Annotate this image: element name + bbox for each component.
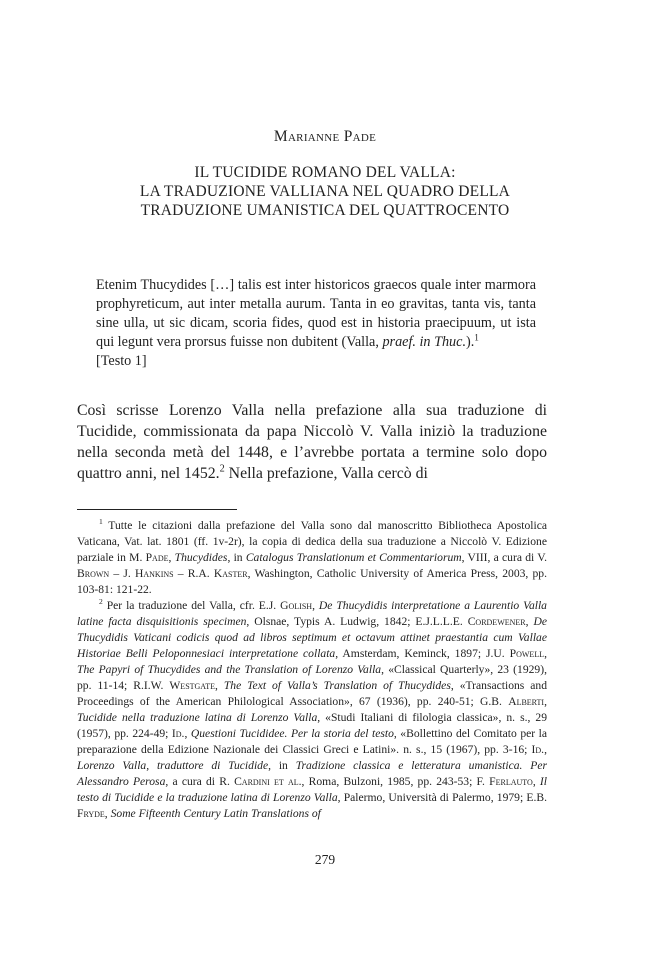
footnotes [77,518,547,822]
title-line: IL TUCIDIDE ROMANO DEL VALLA: [194,164,456,181]
paragraph: Così scrisse Lorenzo Valla nella prefazione alla sua traduzione di Tucidide, commissionata da papa Niccolò V. Valla iniziò la traduzione nella seconda metà del 1448, e l’avrebbe portata a termine solo dopo quattro anni, nel 1452.$^2$ Nella prefazione, Valla cercò di [77,402,547,482]
footnote-2: $^2$ Per la traduzione del Valla, cfr. E.J. Golish, De Thucydidis interpretatione a Laurentio Valla latine facta disquisitionis specimen, Olsnae, Typis A. Ludwig, 1842; E.J.L.L.E. Cordewener, De Thucydidis Vaticani codicis quod ad libros septimum et octavum attinet praestantia cum Vallae Historiae Belli Peloponnesiaci interpretatione collata, Amsterdam, Keminck, 1897; J.U. Powell, The Papyri of Thucydides and the Translation of Lorenzo Valla, «Classical Quarterly», 23 (1929), pp. 11-14; R.I.W. Westgate, The Text of Valla’s Translation of Thucydides, «Transactions and Proceedings of the American Philological Association», 67 (1936), pp. 240-51; G.B. Alberti, Tucidide nella traduzione latina di Lorenzo Valla, «Studi Italiani di filologia classica», n. s., 29 (1957), pp. 224-49; Id., Questioni Tucididee. Per la storia del testo, «Bollettino del Comitato per la preparazione della Edizione Nazionale dei Classici Greci e Latini». n. s., 15 (1967), pp. 3-16; Id., Lorenzo Valla, traduttore di Tucidide, in Tradizione classica e letteratura umanistica. Per Alessandro Perosa, a cura di R. Cardini et al., Roma, Bulzoni, 1985, pp. 243-53; F. Ferlauto, Il testo di Tucidide e la traduzione latina di Lorenzo Valla, Palermo, Università di Palermo, 1979; E.B. Fryde, Some Fifteenth Century Latin Translations of [77,597,548,820]
title-line: TRADUZIONE UMANISTICA DEL QUATTROCENTO [140,202,510,219]
footnote-ref[interactable]: 1 [474,332,479,343]
epigraph-source: praef. in Thuc. [382,334,466,350]
footnote-separator [77,509,237,510]
page-number: 279 [314,852,336,867]
body-text [77,400,547,484]
title-line: LA TRADUZIONE VALLIANA NEL QUADRO DELLA [139,183,511,200]
author-name: Marianne Pade [273,128,377,145]
epigraph [96,276,536,371]
epigraph-quote: Etenim Thucydides […] talis est inter historicos graecos quale inter marmora prophyreticum, aut inter metalla aurum. Tanta in eo gravitas, tanta vis, tanta sine ulla, ut sic dicam, scoria fides, quod est in historia praecipuum, ut ista qui legunt vera prorsus fuisse non dubitent (Valla, praef. in Thuc.).$^1$ [96,277,536,350]
article-title [60,163,590,220]
footnote-1: $^1$ Tutte le citazioni dalla prefazione del Valla sono dal manoscritto Bibliotheca Apostolica Vaticana, Vat. lat. 1801 (ff. 1v-2r), la copia di dedica della sua traduzione a Niccolò V. Edizione parziale in M. Pade, Thucydides, in Catalogus Translationum et Commentariorum, VIII, a cura di V. Brown – J. Hankins – R.A. Kaster, Washington, Catholic University of America Press, 2003, pp. 103-81: 121-22. [77,517,548,596]
epigraph-label: [Testo 1] [96,353,147,369]
footnote-ref[interactable]: 2 [219,463,225,475]
